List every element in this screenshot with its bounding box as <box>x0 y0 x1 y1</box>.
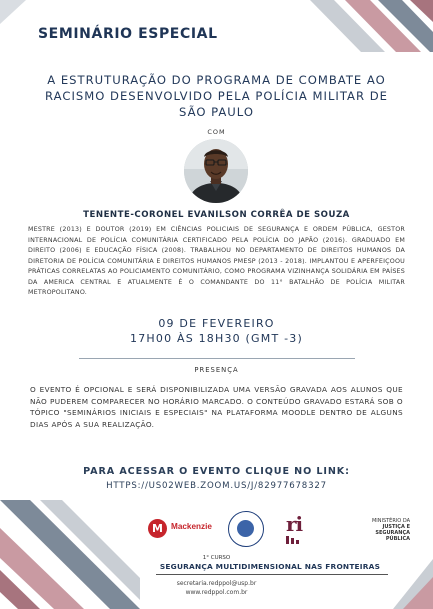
with-label: COM <box>207 128 226 136</box>
ri-logo-bars-icon <box>286 536 316 544</box>
partner-logos <box>138 509 410 555</box>
course-divider <box>156 574 388 575</box>
mackenzie-logo <box>148 518 218 540</box>
event-title <box>30 72 403 120</box>
speaker-bio: MESTRE (2013) E DOUTOR (2019) EM CIÊNCIAS POLICIAIS DE SEGURANÇA E ORDEM PÚBLICA, GESTOR INTERNACIONAL DE POLÍCIA COMUNITÁRIA CERTIFICADO PELA POLÍCIA DO JAPÃO (2016). GRADUADO EM DIREITO (2006) E EDUCAÇÃO FÍSICA (2008). TRABALHOU NO DEPARTAMENTO DE DIREITOS HUMANOS DA DIRETORIA DE POLÍCIA COMUNITÁRIA E DIREITOS HUMANOS PMESP (2013 - 2018). IMPLANTOU E APERFEIÇOOU PRÁTICAS CORRELATAS AO POLICIAMENTO COMUNITÁRIO, COMO PROGRAMA VIZINHANÇA SOLIDÁRIA EM PAÍSES DA AMERICA CENTRAL E ATUALMENTE É O COMANDANTE DO 11° BATALHÃO DE POLÍCIA MILITAR METROPOLITANO. <box>28 226 405 297</box>
event-date: 09 DE FEVEREIRO <box>158 317 275 330</box>
access-heading: PARA ACESSAR O EVENTO CLIQUE NO LINK: <box>83 466 350 477</box>
institution-seal-icon <box>228 511 264 547</box>
attendance-notice: O EVENTO É OPCIONAL E SERÁ DISPONIBILIZADA UMA VERSÃO GRAVADA AOS ALUNOS QUE NÃO PUDEREM COMPARECER NO HORÁRIO MARCADO. O CONTEÚDO GRAVADO ESTARÁ SOB O TÓPICO "SEMINÁRIOS INICIAIS E ESPECIAIS" NA PLATAFORMA MOODLE DENTRO DE ALGUNS DIAS APÓS A SUA REALIZAÇÃO. <box>30 385 403 429</box>
speaker-avatar <box>184 139 248 203</box>
ministry-logo <box>352 518 410 542</box>
attendance-heading: PRESENÇA <box>194 366 239 374</box>
contact-website: www.redppol.com.br <box>185 589 248 596</box>
ministry-line-2: JUSTIÇA E <box>382 524 410 530</box>
course-title: SEGURANÇA MULTIDIMENSIONAL NAS FRONTEIRAS <box>159 562 381 571</box>
header-title: SEMINÁRIO ESPECIAL <box>38 26 218 42</box>
contact-email: secretaria.redppol@usp.br <box>176 580 257 587</box>
top-right-decoration <box>290 0 433 52</box>
event-title-line-3: SÃO PAULO <box>179 105 254 119</box>
event-time: 17H00 ÀS 18H30 (GMT -3) <box>130 332 303 345</box>
mackenzie-icon: M <box>148 519 167 538</box>
section-divider <box>79 358 355 359</box>
speaker-portrait-icon <box>184 139 248 203</box>
top-left-decoration <box>0 0 60 28</box>
ministry-line-1: MINISTÉRIO DA <box>371 518 410 524</box>
ministry-line-3: SEGURANÇA PÚBLICA <box>375 530 410 542</box>
ri-logo: ri <box>286 512 303 536</box>
event-title-line-2: RACISMO DESENVOLVIDO PELA POLÍCIA MILITAR DE <box>45 89 388 103</box>
speaker-name: TENENTE-CORONEL EVANILSON CORRÊA DE SOUZA <box>83 210 350 220</box>
mackenzie-label: Mackenzie <box>171 522 212 531</box>
event-title-line-1: A ESTRUTURAÇÃO DO PROGRAMA DE COMBATE AO <box>47 73 386 87</box>
zoom-link[interactable]: HTTPS://US02WEB.ZOOM.US/J/82977678327 <box>106 481 327 491</box>
course-number: 1° CURSO <box>202 555 231 561</box>
